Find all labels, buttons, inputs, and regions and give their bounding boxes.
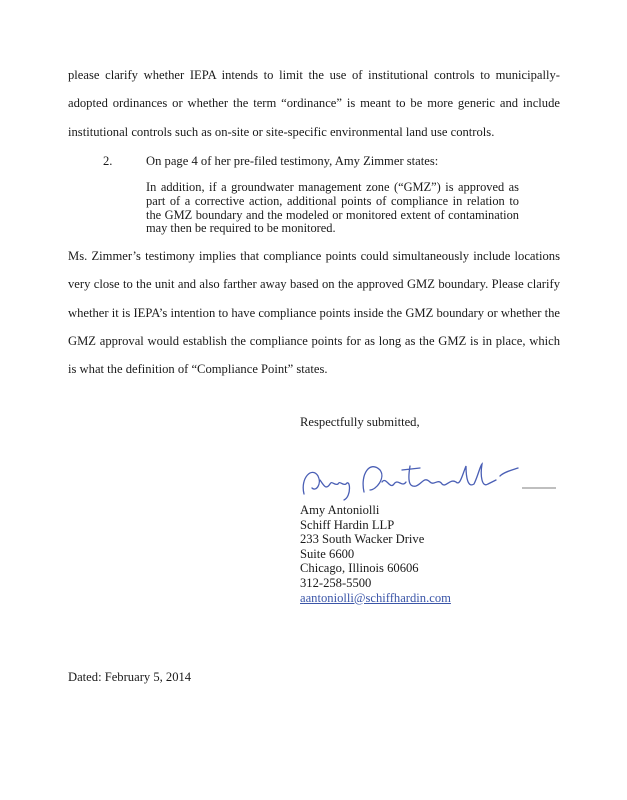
body-paragraph-1: please clarify whether IEPA intends to limit the use of institutional controls to municipally-adopted ordinances or whether the term “ordinance” is meant to be more generic and include institutional controls such as on-site or site-specific environmental land use controls. — [68, 68, 560, 139]
signature-block — [300, 503, 451, 605]
signer-name: Amy Antoniolli — [300, 503, 380, 517]
body-paragraph-2: Ms. Zimmer’s testimony implies that compliance points could simultaneously include locations very close to the unit and also farther away based on the approved GMZ boundary. Please clarify whether it is IEPA’s intention to have compliance points inside the GMZ boundary or whether the GMZ approval would establish the compliance points for as long as the GMZ is in place, which is what the definition of “Compliance Point” states. — [68, 249, 560, 377]
block-quote: In addition, if a groundwater management zone (“GMZ”) is approved as part of a corrective action, additional points of compliance in relation to the GMZ boundary and the modeled or monitored extent of contamination may then be required to be monitored. — [146, 180, 519, 236]
list-item-lead: On page 4 of her pre-filed testimony, Amy Zimmer states: — [146, 154, 439, 168]
handwritten-signature — [290, 456, 560, 506]
city-state-zip: Chicago, Illinois 60606 — [300, 561, 419, 576]
firm-name: Schiff Hardin LLP — [300, 517, 395, 532]
dated-line: Dated: February 5, 2014 — [68, 670, 192, 684]
address-line-1: 233 South Wacker Drive — [300, 532, 425, 547]
list-item-number: 2. — [103, 154, 113, 168]
email-link[interactable]: aantoniolli@schiffhardin.com — [300, 590, 451, 605]
address-line-2: Suite 6600 — [300, 546, 355, 561]
closing-line: Respectfully submitted, — [300, 415, 420, 429]
phone-number: 312-258-5500 — [300, 575, 372, 590]
